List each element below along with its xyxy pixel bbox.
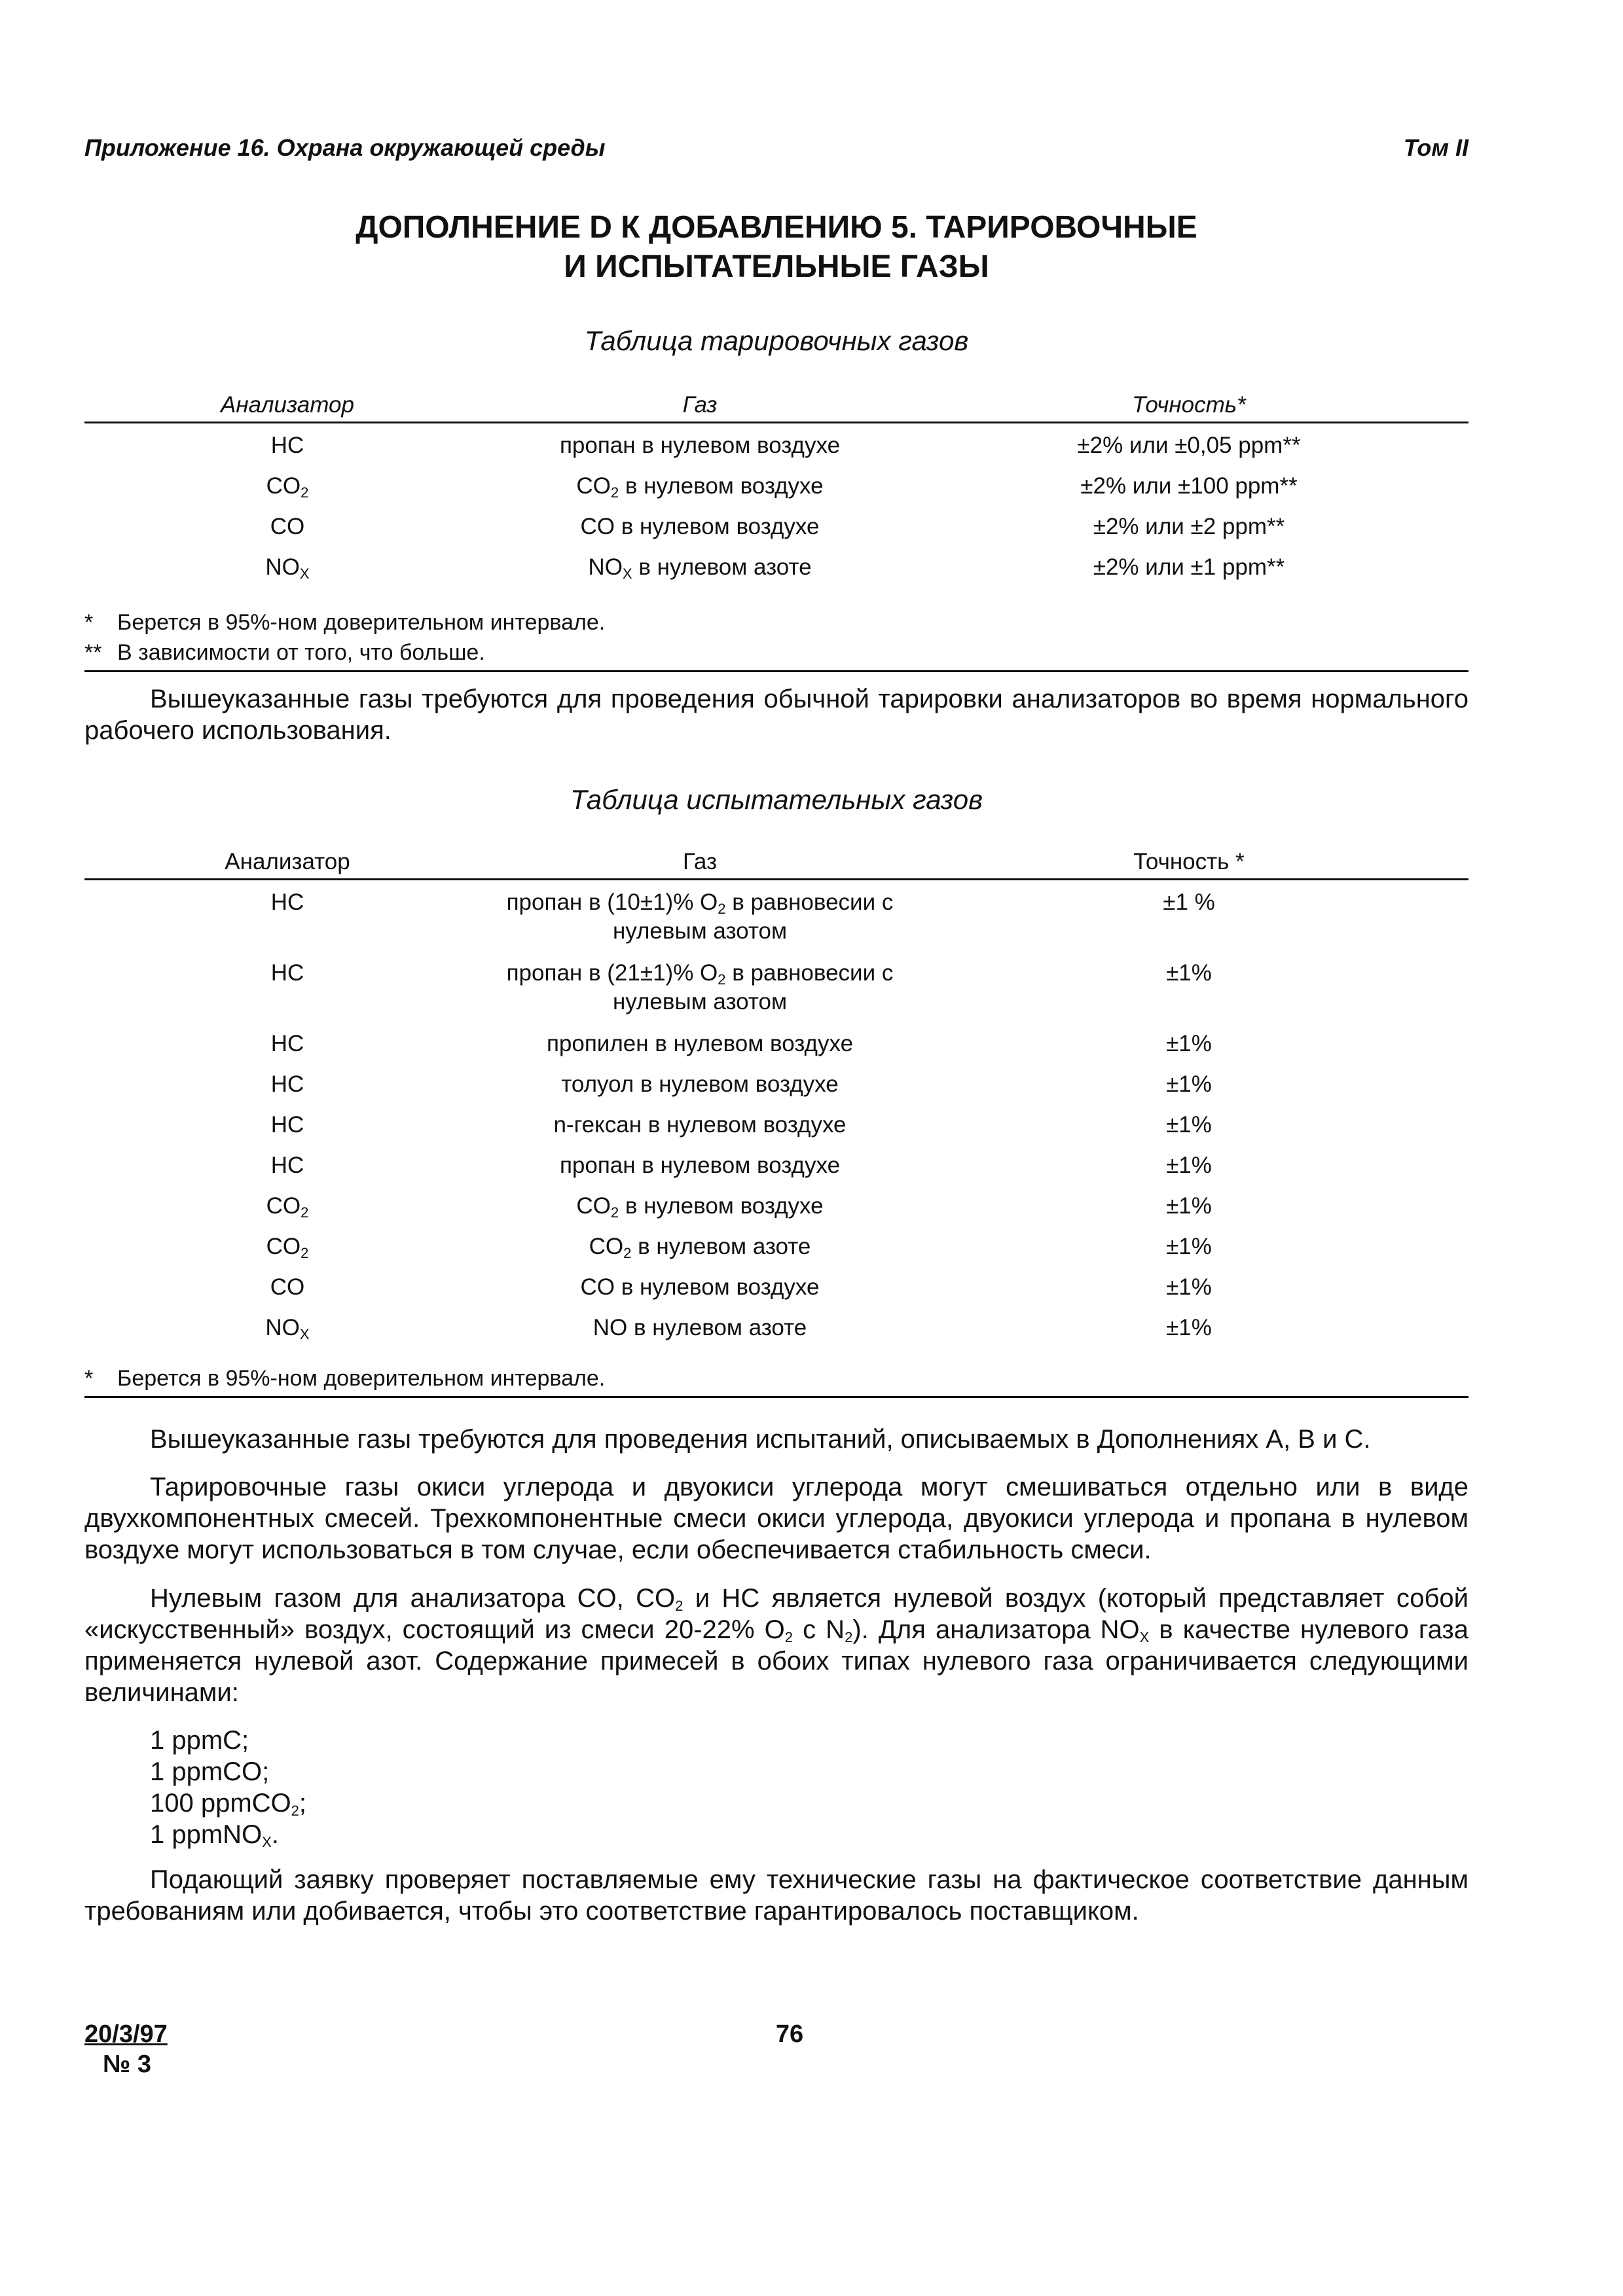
analyzer-cell: HC	[270, 1071, 304, 1097]
header-left: Приложение 16. Охрана окружающей среды	[84, 134, 606, 161]
accuracy-cell: ±2% или ±2 ppm**	[1093, 514, 1285, 539]
analyzer-cell: HC	[270, 889, 304, 915]
gas-cell: $CO_2$ в нулевом азоте	[589, 1234, 811, 1261]
analyzer-cell: HC	[270, 433, 304, 458]
paragraph-gas-mixtures: Тарировочные газы окиси углерода и двуокиси углерода могут смешиваться отдельно или в виде двухкомпонентных смесей. Трехкомпонентные смеси окиси углерода, двуокиси углерода и пропана в нулевом воздухе могут использоваться в том случае, если обеспечивается стабильность смеси.	[84, 1473, 1468, 1564]
list-item: 1 ppmC;	[150, 1726, 249, 1755]
footnote: ** В зависимости от того, что больше.	[84, 640, 485, 665]
paragraph-zero-gas: Нулевым газом для анализатора CO, $CO_2$ и HC является нулевой воздух (который представляет собой «искусственный» воздух, состоящий из смеси 20-22% $O_2$ с $N_2$). Для анализатора $NO_X$ в качестве нулевого газа применяется нулевой азот. Содержание примесей в обоих типах нулевого газа ограничивается следующими величинами:	[84, 1584, 1469, 1707]
analyzer-cell: $CO_2$	[266, 473, 309, 501]
table-row	[84, 512, 1468, 553]
analyzer-cell: $NO_X$	[265, 554, 310, 582]
footer-issue: № 3	[103, 2051, 152, 2078]
table-row	[84, 1273, 1468, 1314]
page-number: 76	[775, 2020, 804, 2048]
footnote: * Берется в 95%-ном доверительном интервале.	[84, 610, 606, 635]
gas-cell: CO в нулевом воздухе	[580, 1274, 820, 1300]
table-row	[84, 423, 1468, 473]
table2-footnotes	[84, 1363, 1468, 1398]
table2-caption: Таблица испытательных газов	[570, 784, 983, 815]
paragraph-test-gases: Вышеуказанные газы требуются для проведения испытаний, описываемых в Дополнениях A, B и C.	[150, 1425, 1371, 1454]
table-row	[84, 1111, 1468, 1151]
gas-cell: $CO_2$ в нулевом воздухе	[576, 473, 824, 501]
table1-footnotes	[84, 607, 1468, 672]
analyzer-cell: CO	[270, 514, 305, 539]
accuracy-cell: ±1%	[1166, 960, 1212, 986]
table-row	[84, 1070, 1468, 1111]
paragraph-calibration-note: Вышеуказанные газы требуются для проведения обычной тарировки анализаторов во время нормального рабочего использования.	[84, 685, 1468, 745]
document-page	[84, 0, 1468, 2296]
gas-cell: пропан в нулевом воздухе	[559, 433, 841, 458]
list-item: 100 ppmCO$_2$;	[150, 1789, 307, 1819]
table-row	[84, 1314, 1468, 1354]
column-header-gas: Газ	[490, 848, 909, 880]
accuracy-cell: ±1%	[1166, 1031, 1212, 1056]
list-item: 1 ppmNO$_X$.	[150, 1820, 279, 1850]
accuracy-cell: ±1%	[1166, 1112, 1212, 1138]
table-header-row	[84, 848, 1468, 880]
list-item: 1 ppmCO;	[150, 1757, 270, 1786]
table-row	[84, 1030, 1468, 1070]
header-right: Том II	[1403, 134, 1468, 161]
section-title	[84, 208, 1468, 287]
analyzer-cell: HC	[270, 960, 304, 986]
gas-cell: пропилен в нулевом воздухе	[546, 1031, 854, 1056]
column-header-gas: Газ	[490, 391, 909, 423]
section-title-line1: ДОПОЛНЕНИЕ D К ДОБАВЛЕНИЮ 5. ТАРИРОВОЧНЫЕ	[356, 210, 1197, 245]
gas-cell: пропан в (10±1)% $O_2$ в равновесии с нулевым азотом	[506, 889, 894, 944]
gas-cell: NO в нулевом азоте	[593, 1315, 807, 1340]
column-header-accuracy: Точность*	[909, 391, 1468, 423]
column-header-analyzer: Анализатор	[84, 848, 490, 880]
table-row	[84, 553, 1468, 594]
gas-cell: толуол в нулевом воздухе	[561, 1071, 839, 1097]
analyzer-cell: $CO_2$	[266, 1234, 309, 1261]
calibration-gas-table	[84, 391, 1468, 594]
analyzer-cell: HC	[270, 1031, 304, 1056]
table-row	[84, 472, 1468, 512]
accuracy-cell: ±1%	[1166, 1315, 1212, 1340]
section-title-line2: И ИСПЫТАТЕЛЬНЫЕ ГАЗЫ	[564, 249, 989, 284]
accuracy-cell: ±1%	[1166, 1234, 1212, 1259]
table-row	[84, 880, 1468, 960]
gas-cell: $CO_2$ в нулевом воздухе	[576, 1193, 824, 1221]
table-row	[84, 1192, 1468, 1232]
accuracy-cell: ±2% или ±1 ppm**	[1093, 554, 1285, 580]
table1-caption: Таблица тарировочных газов	[584, 325, 969, 356]
gas-cell: пропан в (21±1)% $O_2$ в равновесии с нулевым азотом	[506, 960, 894, 1014]
analyzer-cell: HC	[270, 1153, 304, 1178]
paragraph-applicant-check: Подающий заявку проверяет поставляемые ему технические газы на фактическое соответствие данным требованиям или добивается, чтобы это соответствие гарантировалось поставщиком.	[84, 1865, 1468, 1926]
column-header-accuracy: Точность *	[909, 848, 1468, 880]
table-row	[84, 1151, 1468, 1192]
gas-cell: $NO_X$ в нулевом азоте	[588, 554, 812, 582]
accuracy-cell: ±1%	[1166, 1274, 1212, 1300]
analyzer-cell: $NO_X$	[265, 1315, 310, 1342]
running-header	[84, 134, 1468, 162]
test-gas-table	[84, 848, 1468, 1354]
impurity-limits-list	[150, 1725, 306, 1850]
table-header-row	[84, 391, 1468, 423]
gas-cell: пропан в нулевом воздухе	[559, 1153, 841, 1178]
column-header-analyzer: Анализатор	[84, 391, 490, 423]
analyzer-cell: $CO_2$	[266, 1193, 309, 1221]
table-row	[84, 1232, 1468, 1273]
footer-left	[84, 2019, 168, 2079]
accuracy-cell: ±2% или ±100 ppm**	[1080, 473, 1298, 499]
accuracy-cell: ±1 %	[1163, 889, 1215, 915]
accuracy-cell: ±2% или ±0,05 ppm**	[1077, 433, 1301, 458]
accuracy-cell: ±1%	[1166, 1071, 1212, 1097]
analyzer-cell: HC	[270, 1112, 304, 1138]
accuracy-cell: ±1%	[1166, 1153, 1212, 1178]
footnote: * Берется в 95%-ном доверительном интервале.	[84, 1366, 606, 1391]
gas-cell: n-гексан в нулевом воздухе	[553, 1112, 847, 1138]
gas-cell: CO в нулевом воздухе	[580, 514, 820, 539]
footer-date: 20/3/97	[84, 2020, 168, 2048]
analyzer-cell: CO	[270, 1274, 305, 1300]
table-row	[84, 959, 1468, 1030]
accuracy-cell: ±1%	[1166, 1193, 1212, 1219]
